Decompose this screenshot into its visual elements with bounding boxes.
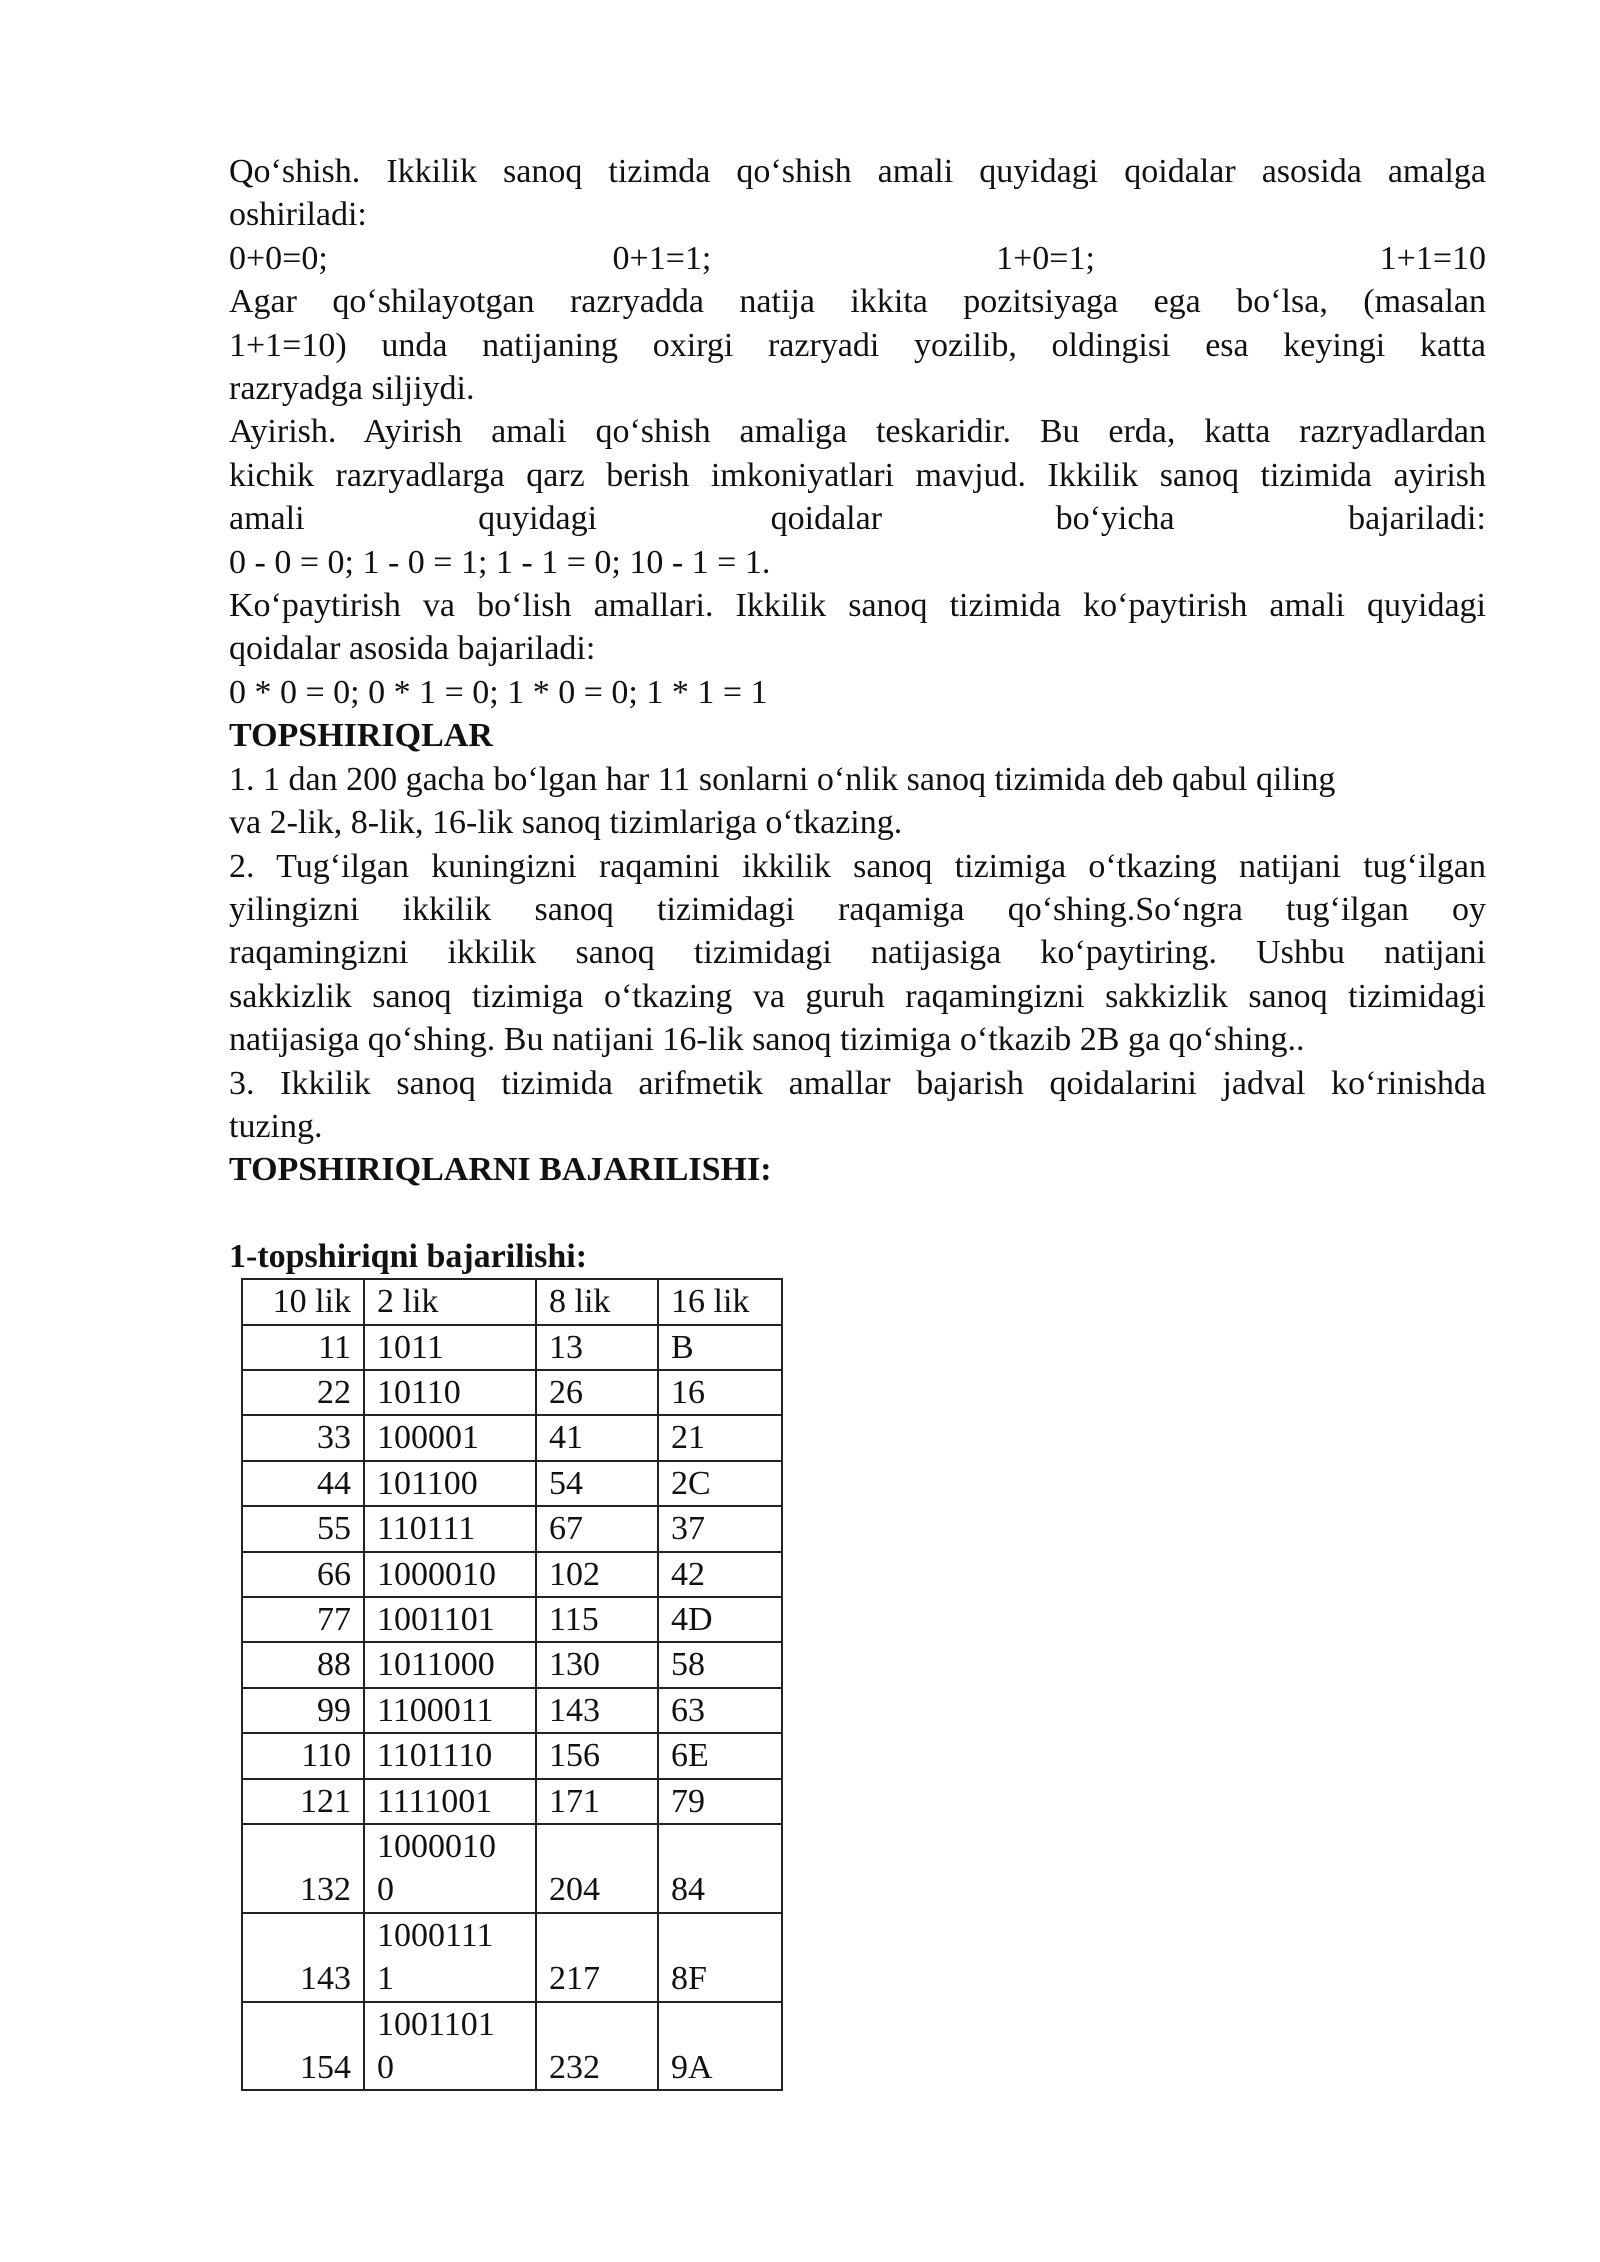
task-1-result-heading: 1-topshiriqni bajarilishi: — [229, 1237, 588, 1275]
cell-octal: 156 — [536, 1733, 658, 1778]
table-row — [242, 1461, 782, 1506]
binary-value: 1011000 — [377, 1646, 495, 1684]
cell-hex: 6E — [658, 1733, 782, 1778]
cell-hex: 79 — [658, 1779, 782, 1824]
cell-binary — [364, 1642, 536, 1687]
cell-octal: 41 — [536, 1415, 658, 1460]
addition-rule: 0+1=1; — [612, 239, 712, 277]
table-header-row — [242, 1279, 782, 1324]
task-1-line-1: 1. 1 dan 200 gacha bo‘lgan har 11 sonlarni o‘nlik sanoq tizimida deb qabul qiling — [229, 760, 1336, 798]
cell-binary — [364, 1370, 536, 1415]
table-row — [242, 2002, 782, 2091]
task-2-line-5: natijasiga qo‘shing. Bu natijani 16-lik sanoq tizimiga o‘tkazib 2B ga qo‘shing.. — [229, 1021, 1305, 1059]
word: bajariladi: — [1348, 500, 1486, 538]
cell-octal: 204 — [536, 1824, 658, 1913]
cell-hex: 63 — [658, 1688, 782, 1733]
table-row — [242, 1506, 782, 1551]
binary-value: 10000100 — [377, 1828, 496, 1909]
task-3-line-1: 3. Ikkilik sanoq tizimida arifmetik amallar bajarish qoidalarini jadval ko‘rinishda — [229, 1064, 1486, 1102]
word: qoidalar — [770, 500, 883, 538]
cell-decimal: 132 — [242, 1824, 364, 1913]
cell-octal: 232 — [536, 2002, 658, 2091]
cell-binary — [364, 2002, 536, 2091]
cell-decimal: 55 — [242, 1506, 364, 1551]
cell-binary — [364, 1461, 536, 1506]
table-row — [242, 1688, 782, 1733]
cell-decimal: 44 — [242, 1461, 364, 1506]
subtraction-rules: 0 - 0 = 0; 1 - 0 = 1; 1 - 1 = 0; 10 - 1 = 1. — [229, 543, 771, 581]
table-row — [242, 1415, 782, 1460]
tasks-heading: TOPSHIRIQLAR — [229, 717, 493, 755]
cell-binary — [364, 1913, 536, 2002]
header-decimal: 10 lik — [242, 1279, 364, 1324]
addition-rule: 0+0=0; — [229, 239, 328, 277]
cell-decimal: 66 — [242, 1552, 364, 1597]
cell-decimal: 77 — [242, 1597, 364, 1642]
cell-decimal: 11 — [242, 1325, 364, 1370]
word: amali — [229, 500, 305, 538]
cell-decimal: 88 — [242, 1642, 364, 1687]
addition-rule: 1+0=1; — [996, 239, 1095, 277]
multiplication-paragraph-line-2: qoidalar asosida bajariladi: — [229, 630, 596, 668]
binary-value: 1100011 — [377, 1691, 494, 1729]
binary-value: 1011 — [377, 1328, 444, 1366]
binary-value: 101100 — [377, 1464, 478, 1502]
header-binary: 2 lik — [364, 1279, 536, 1324]
blank-line — [229, 1192, 1486, 1235]
cell-octal: 171 — [536, 1779, 658, 1824]
document-page — [229, 150, 1486, 2091]
task-1-line-2: va 2-lik, 8-lik, 16-lik sanoq tizimlariga o‘tkazing. — [229, 804, 903, 842]
cell-decimal: 99 — [242, 1688, 364, 1733]
carry-paragraph-line-3: razryadga siljiydi. — [229, 370, 475, 408]
cell-hex: 58 — [658, 1642, 782, 1687]
table-row — [242, 1325, 782, 1370]
cell-hex: 21 — [658, 1415, 782, 1460]
binary-value: 1001101 — [377, 1601, 495, 1638]
binary-value: 10110 — [377, 1373, 461, 1411]
cell-binary — [364, 1779, 536, 1824]
cell-hex: 42 — [658, 1552, 782, 1597]
addition-paragraph-line-1: Qo‘shish. Ikkilik sanoq tizimda qo‘shish amali quyidagi qoidalar asosida amalga — [229, 153, 1486, 190]
cell-binary — [364, 1688, 536, 1733]
multiplication-rules: 0 * 0 = 0; 0 * 1 = 0; 1 * 0 = 0; 1 * 1 = 1 — [229, 673, 768, 711]
cell-octal: 143 — [536, 1688, 658, 1733]
table-row — [242, 1733, 782, 1778]
binary-value: 1000010 — [377, 1555, 496, 1593]
cell-decimal: 143 — [242, 1913, 364, 2002]
cell-decimal: 22 — [242, 1370, 364, 1415]
cell-binary — [364, 1824, 536, 1913]
task-3-line-2: tuzing. — [229, 1107, 323, 1145]
cell-decimal: 110 — [242, 1733, 364, 1778]
cell-hex: B — [658, 1325, 782, 1370]
task-2-line-1: 2. Tug‘ilgan kuningizni raqamini ikkilik sanoq tizimiga o‘tkazing natijani tug‘ilgan — [229, 847, 1486, 885]
cell-hex: 2C — [658, 1461, 782, 1506]
cell-binary — [364, 1597, 536, 1642]
header-hex: 16 lik — [658, 1279, 782, 1324]
table-row — [242, 1913, 782, 2002]
cell-octal: 67 — [536, 1506, 658, 1551]
cell-octal: 54 — [536, 1461, 658, 1506]
word: quyidagi — [478, 500, 598, 538]
multiplication-paragraph-line-1: Ko‘paytirish va bo‘lish amallari. Ikkilik sanoq tizimida ko‘paytirish amali quyidagi — [229, 587, 1486, 625]
table-row — [242, 1370, 782, 1415]
subtraction-paragraph-line-1: Ayirish. Ayirish amali qo‘shish amaliga teskaridir. Bu erda, katta razryadlardan — [229, 413, 1486, 451]
binary-value: 100001 — [377, 1419, 479, 1457]
cell-octal: 26 — [536, 1370, 658, 1415]
binary-value: 1111001 — [377, 1782, 493, 1820]
solutions-heading: TOPSHIRIQLARNI BAJARILISHI: — [229, 1151, 772, 1189]
conversion-table — [241, 1278, 783, 2091]
table-row — [242, 1552, 782, 1597]
word: bo‘yicha — [1055, 500, 1175, 538]
table-row — [242, 1779, 782, 1824]
cell-decimal: 121 — [242, 1779, 364, 1824]
addition-rule: 1+1=10 — [1379, 239, 1486, 277]
cell-binary — [364, 1506, 536, 1551]
cell-binary — [364, 1415, 536, 1460]
carry-paragraph-line-2: 1+1=10) unda natijaning oxirgi razryadi yozilib, oldingisi esa keyingi katta — [229, 326, 1486, 364]
task-2-line-2: yilingizni ikkilik sanoq tizimidagi raqamiga qo‘shing.So‘ngra tug‘ilgan oy — [229, 890, 1486, 928]
cell-octal: 115 — [536, 1597, 658, 1642]
cell-decimal: 154 — [242, 2002, 364, 2091]
binary-value: 10011010 — [377, 2005, 495, 2087]
cell-octal: 130 — [536, 1642, 658, 1687]
cell-binary — [364, 1733, 536, 1778]
addition-paragraph-line-2: oshiriladi: — [229, 196, 367, 234]
table-body — [242, 1325, 782, 2091]
cell-octal: 102 — [536, 1552, 658, 1597]
header-octal: 8 lik — [536, 1279, 658, 1324]
table-row — [242, 1642, 782, 1687]
cell-decimal: 33 — [242, 1415, 364, 1460]
cell-hex: 4D — [658, 1597, 782, 1642]
cell-hex: 37 — [658, 1506, 782, 1551]
cell-binary — [364, 1325, 536, 1370]
binary-value: 110111 — [377, 1510, 476, 1548]
cell-binary — [364, 1552, 536, 1597]
table-row — [242, 1597, 782, 1642]
addition-rules — [229, 237, 1486, 280]
carry-paragraph-line-1: Agar qo‘shilayotgan razryadda natija ikkita pozitsiyaga ega bo‘lsa, (masalan — [229, 283, 1486, 321]
subtraction-paragraph-line-2: kichik razryadlarga qarz berish imkoniyatlari mavjud. Ikkilik sanoq tizimida ayirish — [229, 456, 1486, 494]
binary-value: 1101110 — [377, 1737, 493, 1775]
subtraction-paragraph-line-3 — [229, 497, 1486, 540]
cell-octal: 13 — [536, 1325, 658, 1370]
cell-hex: 9A — [658, 2002, 782, 2091]
task-2-line-4: sakkizlik sanoq tizimiga o‘tkazing va guruh raqamingizni sakkizlik sanoq tizimidagi — [229, 977, 1486, 1015]
binary-value: 10001111 — [377, 1916, 494, 1998]
cell-hex: 8F — [658, 1913, 782, 2002]
table-row — [242, 1824, 782, 1913]
cell-hex: 16 — [658, 1370, 782, 1415]
task-2-line-3: raqamingizni ikkilik sanoq tizimidagi natijasiga ko‘paytiring. Ushbu natijani — [229, 934, 1486, 972]
cell-hex: 84 — [658, 1824, 782, 1913]
cell-octal: 217 — [536, 1913, 658, 2002]
